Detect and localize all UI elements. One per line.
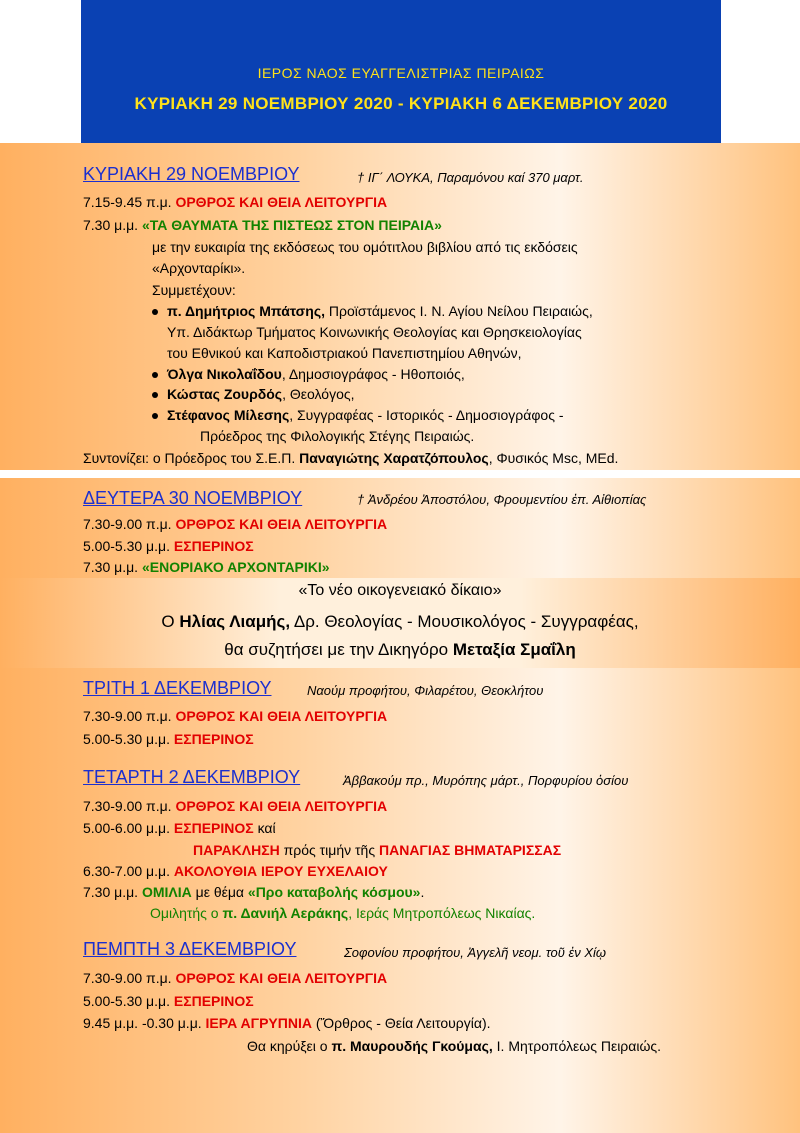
participant-role: , Συγγραφέας - Ιστορικός - Δημοσιογράφος - [289,407,564,423]
event-description: «Αρχονταρίκι». [152,260,246,276]
service-time: 7.15-9.45 π.μ. [83,194,172,210]
speaker-name: Ηλίας Λιαμής, [179,612,291,631]
bullet-icon [152,309,158,315]
speaker-name: π. Δανιήλ Αεράκης [222,905,349,921]
participant-role: , Θεολόγος, [282,386,355,402]
service-time: 7.30 μ.μ. [83,884,139,900]
service-name: ΠΑΡΑΚΛΗΣΗ [193,842,280,858]
speaker-role: , Ιεράς Μητροπόλεως Νικαίας. [348,905,536,921]
homily-speaker [150,905,535,922]
day-heading-thursday: ΠΕΜΠΤΗ 3 ΔΕΚΕΜΒΡΙΟΥ [83,939,297,959]
preacher-name: π. Μαυρουδής Γκούμας, [331,1038,493,1054]
saint-of-day-wednesday: Ἀββακούμ πρ., Μυρόπης μάρτ., Πορφυρίου ὁσίου [343,773,629,788]
day-heading-monday: ΔΕΥΤΕΡΑ 30 ΝΟΕΜΒΡΙΟΥ [83,488,303,508]
service-note: πρός τιμήν τῆς [279,842,379,858]
coordinator [83,450,618,467]
participant-role: Προϊστάμενος Ι. Ν. Αγίου Νείλου Πειραιώς, [325,303,593,319]
event-discussant [0,640,800,660]
event-title: «ΕΝΟΡΙΑΚΟ ΑΡΧΟΝΤΑΡΙΚΙ» [141,559,330,575]
service-row [83,1015,491,1032]
speaker-role: Δρ. Θεολογίας - Μουσικολόγος - Συγγραφέας, [290,612,639,631]
participant [167,386,355,403]
coordinator-name: Παναγιώτης Χαρατζόπουλος [299,450,489,466]
icon-name: ΠΑΝΑΓΙΑΣ ΒΗΜΑΤΑΡΙΣΣΑΣ [378,842,562,858]
service-note: (Ὄρθρος - Θεία Λειτουργία). [311,1015,491,1031]
service-time: 7.30-9.00 π.μ. [83,798,172,814]
service-note: με θέμα [191,884,248,900]
service-row [83,798,387,815]
preacher-label: Θα κηρύξει ο [247,1038,332,1054]
service-name: ΑΚΟΛΟΥΘΙΑ ΙΕΡΟΥ ΕΥΧΕΛΑΙΟΥ [173,863,388,879]
punctuation: . [420,884,425,900]
service-row [83,993,254,1010]
service-time: 5.00-5.30 μ.μ. [83,538,170,554]
discussant-name: Μεταξία Σμαΐλη [452,640,576,659]
participant-role-cont: Υπ. Διδάκτωρ Τμήματος Κοινωνικής Θεολογίας και Θρησκειολογίας [167,324,582,340]
service-name: ΕΣΠΕΡΙΝΟΣ [173,731,254,747]
service-row [83,708,387,725]
service-time: 5.00-6.00 μ.μ. [83,820,170,836]
saint-of-day-sunday: † ΙΓ΄ ΛΟΥΚΑ, Παραμόνου καί 370 μαρτ. [357,170,584,185]
homily-topic: «Προ καταβολής κόσμου» [247,884,421,900]
service-time: 7.30-9.00 π.μ. [83,516,172,532]
speaker-prefix: Ο [161,612,180,631]
service-row [83,217,442,234]
day-heading-sunday: ΚΥΡΙΑΚΗ 29 ΝΟΕΜΒΡΙΟΥ [83,164,300,184]
service-row [83,970,387,987]
church-name: ΙΕΡΟΣ ΝΑΟΣ ΕΥΑΓΓΕΛΙΣΤΡΙΑΣ ΠΕΙΡΑΙΩΣ [257,65,545,81]
service-time: 7.30 μ.μ. [83,217,139,233]
service-time: 5.00-5.30 μ.μ. [83,731,170,747]
event-title: ΟΜΙΛΙΑ [141,884,192,900]
service-name: ΟΡΘΡΟΣ ΚΑΙ ΘΕΙΑ ΛΕΙΤΟΥΡΓΙΑ [175,516,388,532]
participant [167,407,564,424]
participant-role-cont: Πρόεδρος της Φιλολογικής Στέγης Πειραιώς. [200,428,475,444]
participant-name: Κώστας Ζουρδός [167,386,283,402]
participant [167,303,593,320]
event-speaker [0,612,800,632]
service-name: ΟΡΘΡΟΣ ΚΑΙ ΘΕΙΑ ΛΕΙΤΟΥΡΓΙΑ [175,970,388,986]
service-row [83,516,387,533]
participants-label: Συμμετέχουν: [152,282,236,298]
service-time: 7.30-9.00 π.μ. [83,970,172,986]
service-name: ΕΣΠΕΡΙΝΟΣ [173,820,254,836]
event-topic: «Το νέο οικογενειακό δίκαιο» [298,582,502,599]
service-time: 9.45 μ.μ. -0.30 μ.μ. [83,1015,202,1031]
service-time: 7.30-9.00 π.μ. [83,708,172,724]
coordinator-label: Συντονίζει: ο Πρόεδρος του Σ.Ε.Π. [83,450,300,466]
participant-role: , Δημοσιογράφος - Ηθοποιός, [281,366,465,382]
service-row [83,884,424,901]
service-name: ΟΡΘΡΟΣ ΚΑΙ ΘΕΙΑ ΛΕΙΤΟΥΡΓΙΑ [175,798,388,814]
service-time: 5.00-5.30 μ.μ. [83,993,170,1009]
service-row [83,731,254,748]
participant-name: Στέφανος Μίλεσης [167,407,290,423]
bullet-icon [152,392,158,398]
preacher-role: Ι. Μητροπόλεως Πειραιώς. [492,1038,662,1054]
service-time: 6.30-7.00 μ.μ. [83,863,170,879]
service-name: ΟΡΘΡΟΣ ΚΑΙ ΘΕΙΑ ΛΕΙΤΟΥΡΓΙΑ [175,194,388,210]
bullet-icon [152,413,158,419]
service-name: ΙΕΡΑ ΑΓΡΥΠΝΙΑ [205,1015,312,1031]
service-name: ΟΡΘΡΟΣ ΚΑΙ ΘΕΙΑ ΛΕΙΤΟΥΡΓΙΑ [175,708,388,724]
preacher [247,1038,661,1055]
event-title: «ΤΑ ΘΑΥΜΑΤΑ ΤΗΣ ΠΙΣΤΕΩΣ ΣΤΟΝ ΠΕΙΡΑΙΑ» [141,217,442,233]
day-heading-tuesday: ΤΡΙΤΗ 1 ΔΕΚΕΜΒΡΙΟΥ [83,678,272,698]
saint-of-day-thursday: Σοφονίου προφήτου, Ἀγγελῆ νεομ. τοῦ ἐν Χίῳ [344,945,607,960]
event-description: με την ευκαιρία της εκδόσεως του ομότιτλου βιβλίου από τις εκδόσεις [152,239,578,255]
day-heading-wednesday: ΤΕΤΑΡΤΗ 2 ΔΕΚΕΜΒΡΙΟΥ [83,767,301,787]
service-note: καί [253,820,276,836]
service-row [193,842,561,859]
service-name: ΕΣΠΕΡΙΝΟΣ [173,538,254,554]
participant-name: Όλγα Νικολαΐδου [167,366,282,382]
service-row [83,820,276,837]
participant-role-cont: του Εθνικού και Καποδιστριακού Πανεπιστημίου Αθηνών, [167,345,522,361]
header-banner [81,0,721,143]
discussant-label: θα συζητήσει με την Δικηγόρο [224,640,453,659]
participant [167,366,465,383]
speaker-label: Ομιλητής ο [150,905,223,921]
service-time: 7.30 μ.μ. [83,559,139,575]
bullet-icon [152,372,158,378]
service-row [83,559,330,576]
service-row [83,538,254,555]
saint-of-day-tuesday: Ναούμ προφήτου, Φιλαρέτου, Θεοκλήτου [307,683,544,698]
service-row [83,194,387,211]
service-row [83,863,388,880]
schedule-period: ΚΥΡΙΑΚΗ 29 ΝΟΕΜΒΡΙΟΥ 2020 - ΚΥΡΙΑΚΗ 6 ΔΕΚΕΜΒΡΙΟΥ 2020 [134,94,668,113]
saint-of-day-monday: † Ἀνδρέου Ἀποστόλου, Φρουμεντίου ἐπ. Αἰθιοπίας [357,492,647,507]
service-name: ΕΣΠΕΡΙΝΟΣ [173,993,254,1009]
coordinator-role: , Φυσικός Msc, MEd. [488,450,619,466]
participant-name: π. Δημήτριος Μπάτσης, [167,303,325,319]
